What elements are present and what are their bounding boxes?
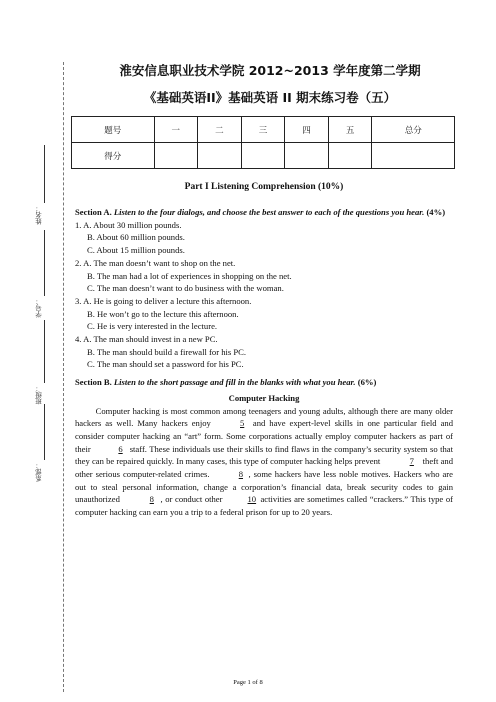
- blank-5[interactable]: 5: [240, 418, 245, 429]
- section-b-heading: Section B. Listen to the short passage and fill in the blanks with what you hear. (6%): [75, 377, 377, 388]
- score-cell: 一: [154, 117, 198, 143]
- section-a: [75, 206, 453, 519]
- score-input-cell[interactable]: [154, 143, 198, 169]
- student-id-label: 学号：: [36, 298, 43, 318]
- name-line: [44, 145, 45, 203]
- question-4: 4. A. The man should invest in a new PC. B. The man should build a firewall for his PC. C. The man should set a password for his PC.: [75, 334, 247, 370]
- name-field: [36, 205, 50, 225]
- score-input-cell[interactable]: [328, 143, 372, 169]
- score-cell: 四: [285, 117, 329, 143]
- blank-8[interactable]: 8: [238, 469, 243, 480]
- section-a-heading: Section A. Listen to the four dialogs, and choose the best answer to each of the questions you hear. (4%): [75, 207, 446, 217]
- passage-title: Computer Hacking: [228, 392, 300, 403]
- score-cell: 题号: [72, 117, 155, 143]
- department-line: [44, 404, 45, 460]
- blank-8-second[interactable]: 8: [149, 494, 154, 505]
- score-input-cell[interactable]: [285, 143, 329, 169]
- blank-10[interactable]: 10: [247, 494, 257, 505]
- binding-line: [63, 62, 64, 692]
- score-input-cell[interactable]: [372, 143, 455, 169]
- class-field: [36, 385, 50, 405]
- class-label: 班级：: [36, 385, 43, 405]
- score-table-score-row: [72, 143, 455, 169]
- department-label: 系部：: [36, 462, 43, 482]
- score-cell: 五: [328, 117, 372, 143]
- score-cell: 三: [241, 117, 285, 143]
- page-footer: Page 1 of 8: [233, 679, 263, 686]
- blank-6[interactable]: 6: [118, 443, 123, 454]
- score-input-cell[interactable]: [241, 143, 285, 169]
- question-2: 2. A. The man doesn’t want to shop on the net. B. The man had a lot of experiences in shopping on the net. C. The man doesn’t want to do business with the woman.: [75, 257, 292, 294]
- class-line: [44, 320, 45, 383]
- name-label: 姓名：: [36, 205, 43, 225]
- student-id-line: [44, 230, 45, 296]
- score-table-header-row: [72, 117, 455, 143]
- question-3: 3. A. He is going to deliver a lecture this afternoon. B. He won’t go to the lecture this afternoon. C. He is very interested in the lecture.: [75, 295, 252, 332]
- exam-title-line1: 淮安信息职业技术学院 2012~2013 学年度第二学期: [119, 63, 421, 78]
- passage-text: Computer hacking is most common among teenagers and young adults, although there are many older hackers as well. Many hackers enjoy 5 and have expert-level skills in one particular field and consider computer hacking an “art” form. Some corporations actually employ computer hackers as part of their 6 staff. These individuals use their skills to find flaws in the company’s security system so that they can be repaired quickly. In many cases, this type of computer hacking helps prevent 7 theft and other serious computer-related crimes. 8 , some hackers have less noble motives. Hackers who are out to steal personal information, change a corporation’s financial data, break security codes to gain unauthorized 8 , or conduct other 10 activities are sometimes called “crackers.” This type of computer hacking can earn you a trip to a federal prison for up to 20 years.: [75, 405, 453, 518]
- score-input-cell[interactable]: [198, 143, 242, 169]
- score-cell: 总分: [372, 117, 455, 143]
- exam-title-line2: 《基础英语II》基础英语 II 期末练习卷（五）: [143, 90, 397, 105]
- score-table: [71, 116, 455, 169]
- blank-7[interactable]: 7: [409, 456, 414, 467]
- question-1: 1. A. About 30 million pounds. B. About 60 million pounds. C. About 15 million pounds.: [75, 219, 185, 256]
- department-field: [36, 462, 50, 482]
- part-title: Part I Listening Comprehension (10%): [184, 182, 344, 192]
- student-id-field: [36, 298, 50, 318]
- score-cell: 二: [198, 117, 242, 143]
- score-cell: 得分: [72, 143, 155, 169]
